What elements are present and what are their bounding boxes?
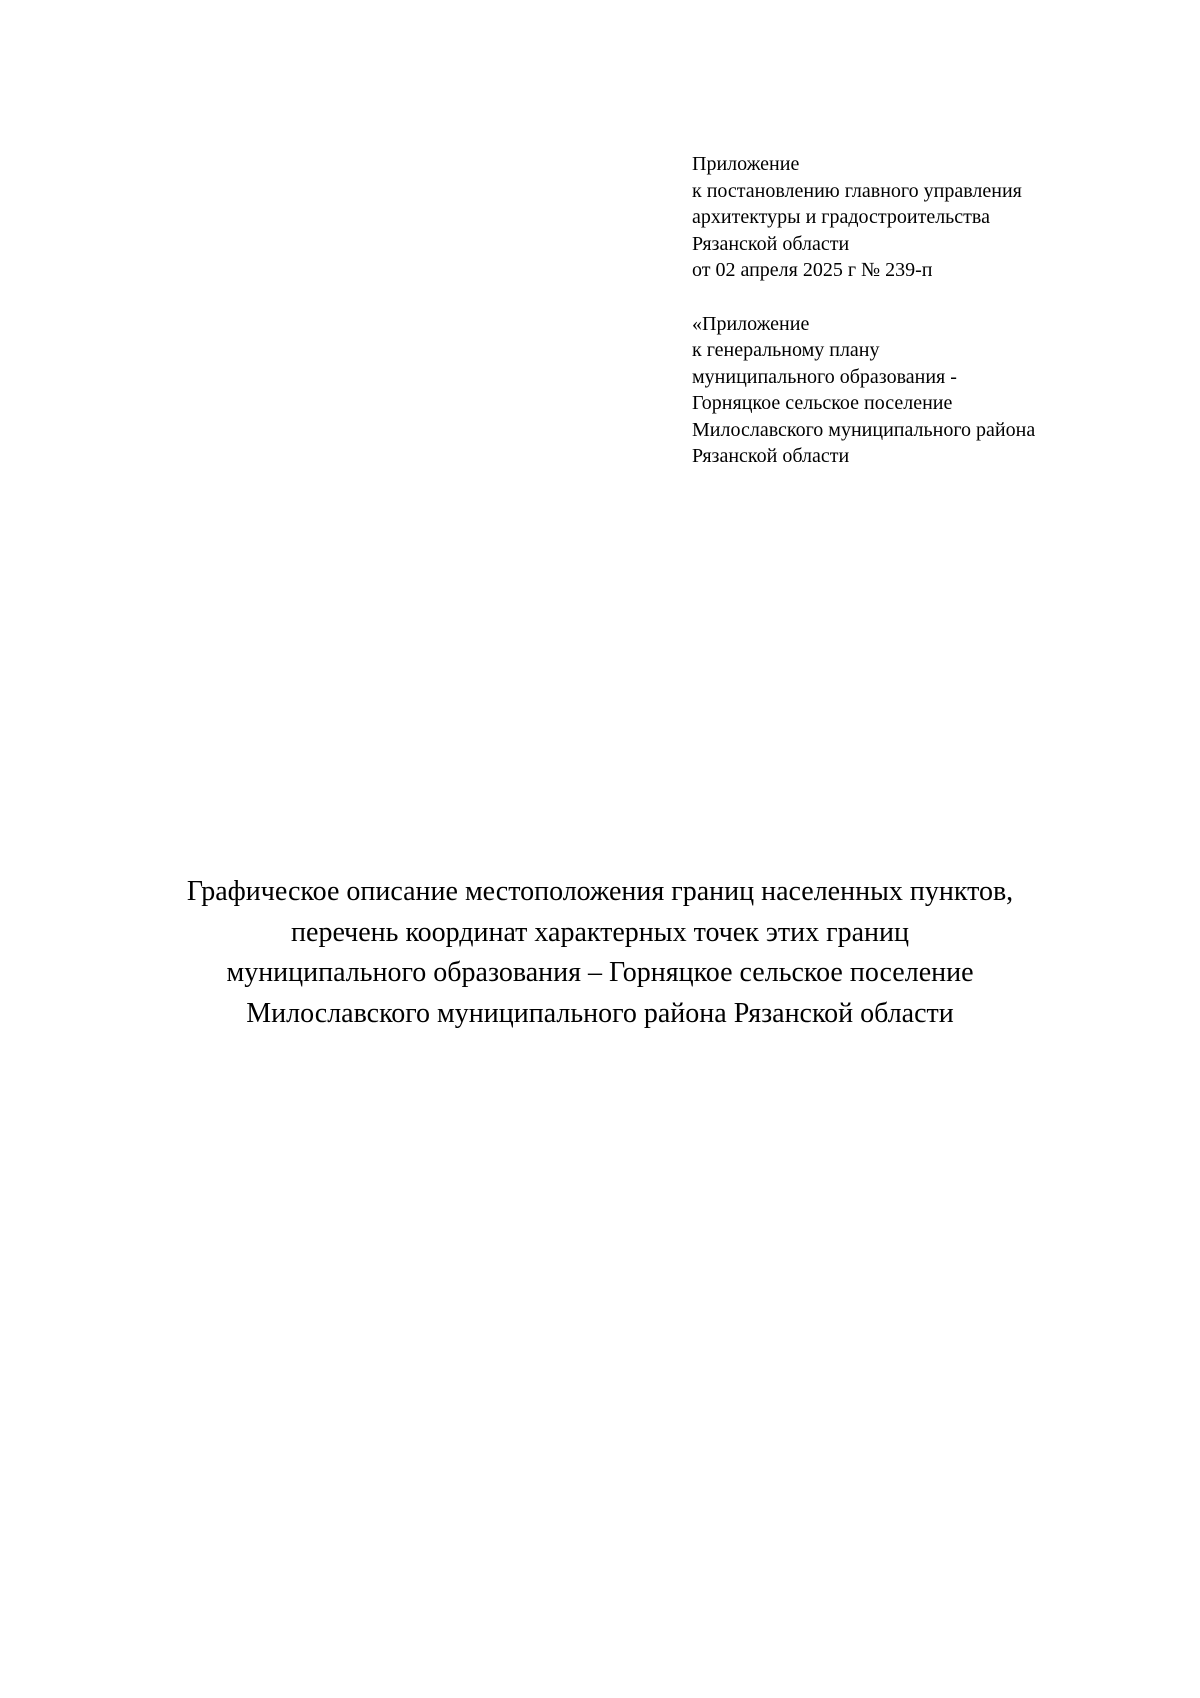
block-spacer — [692, 284, 1172, 311]
document-title — [100, 872, 1100, 1034]
appendix-header-block — [692, 151, 1172, 470]
appendix-main-line: от 02 апреля 2025 г № 239-п — [692, 259, 933, 281]
appendix-main — [692, 151, 1172, 284]
appendix-main-line: Рязанской области — [692, 232, 850, 255]
appendix-main-line: к постановлению главного управления — [692, 179, 1022, 202]
appendix-plan-line: к генеральному плану — [692, 339, 880, 361]
appendix-plan-line: Рязанской области — [692, 445, 850, 467]
document-title-line: Графическое описание местоположения границ населенных пунктов, — [186, 876, 1014, 907]
document-title-line: перечень координат характерных точек этих границ — [291, 916, 909, 948]
appendix-plan-line: муниципального образования - — [692, 365, 957, 388]
appendix-plan — [692, 311, 1172, 470]
appendix-main-line: архитектуры и градостроительства — [692, 206, 990, 228]
appendix-plan-line: Горняцкое сельское поселение — [692, 392, 953, 414]
appendix-main-line: Приложение — [692, 153, 800, 175]
document-title-line: Милославского муниципального района Рязанской области — [246, 997, 954, 1029]
document-title-line: муниципального образования – Горняцкое сельское поселение — [226, 957, 974, 988]
appendix-plan-line: «Приложение — [692, 312, 810, 335]
appendix-plan-line: Милославского муниципального района — [692, 418, 1036, 441]
